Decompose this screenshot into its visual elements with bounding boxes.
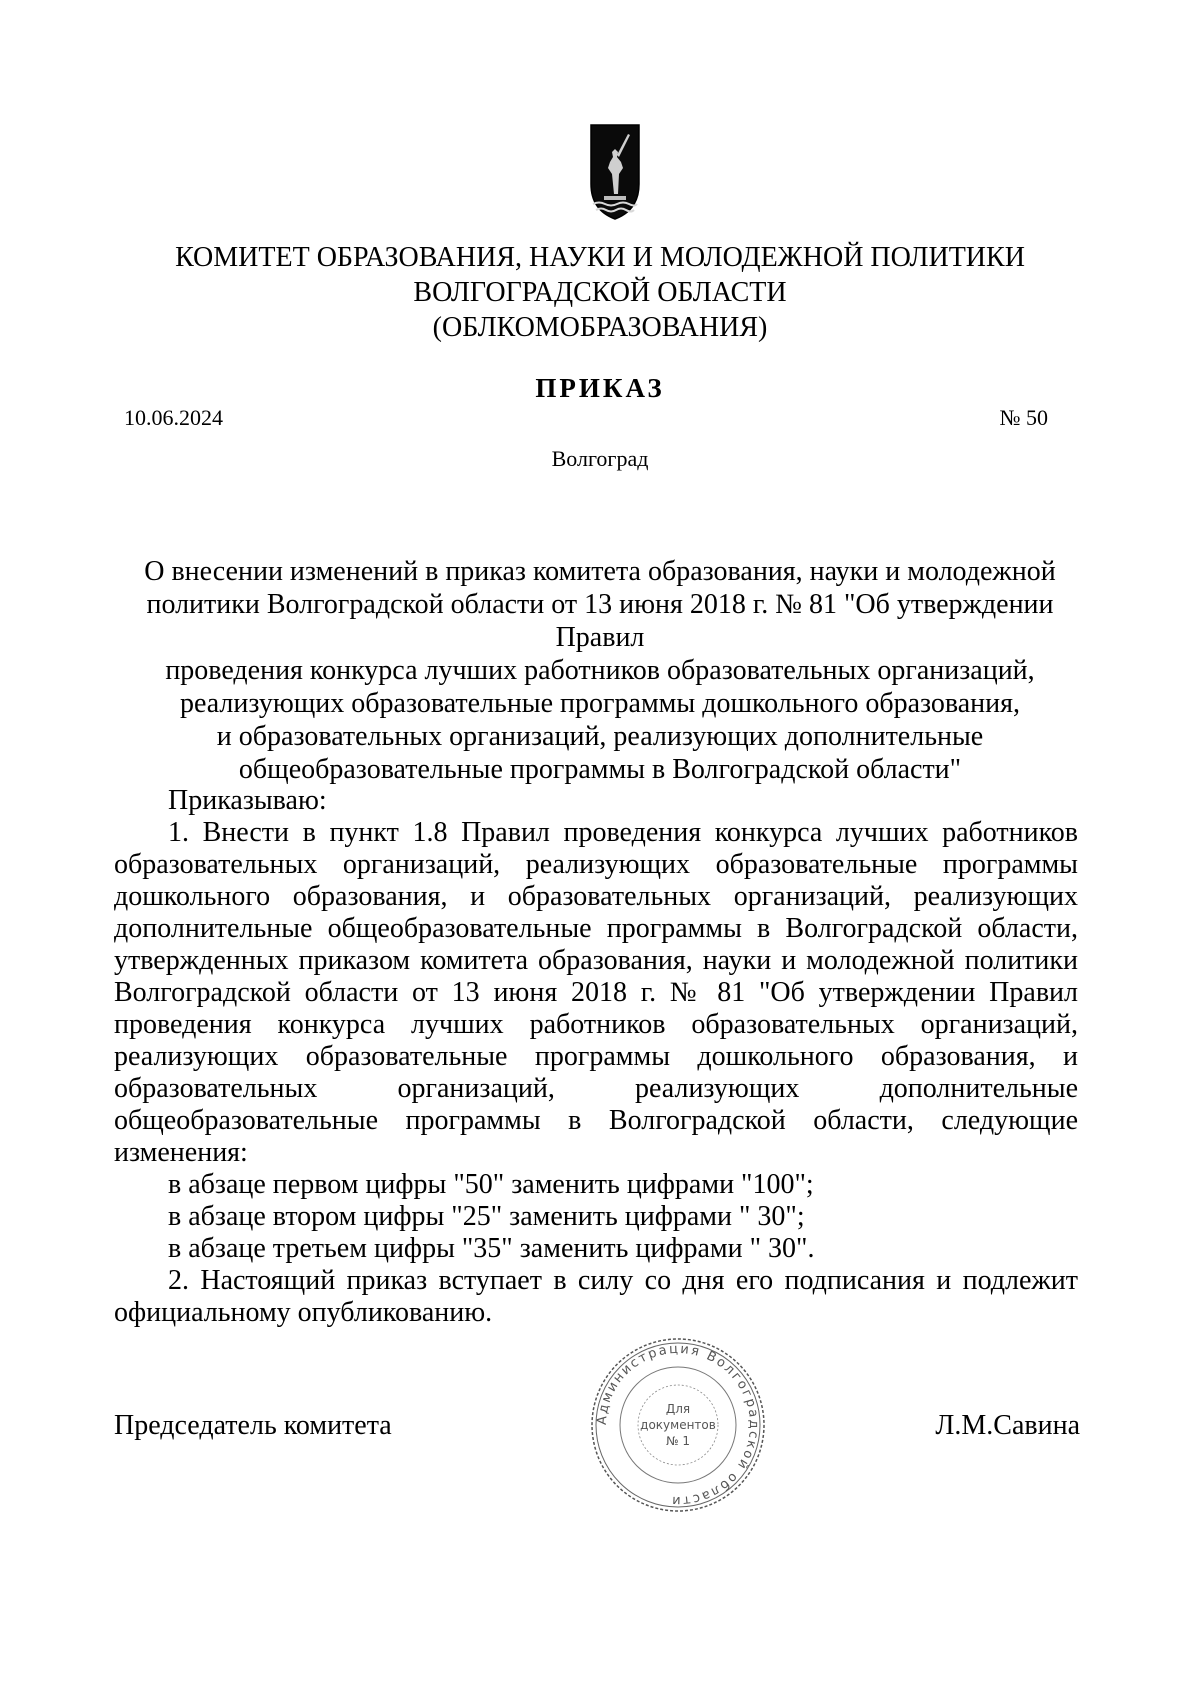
volgograd-coat-of-arms-icon bbox=[590, 124, 640, 220]
change-line-2: в абзаце втором цифры "25" заменить цифрами " 30"; bbox=[168, 1201, 805, 1232]
signer-title: Председатель комитета bbox=[114, 1410, 392, 1441]
subject-line: реализующих образовательные программы дошкольного образования, bbox=[179, 688, 1021, 719]
order-date: 10.06.2024 bbox=[124, 405, 223, 430]
change-line-3: в абзаце третьем цифры "35" заменить цифрами " 30". bbox=[168, 1233, 815, 1264]
organization-short-name: (ОБЛКОМОБРАЗОВАНИЯ) bbox=[432, 312, 768, 343]
stamp-outer-text: Администрация Волгоградской области bbox=[594, 1341, 762, 1509]
order-subject bbox=[110, 555, 1090, 786]
order-number: № 50 bbox=[999, 405, 1048, 430]
round-seal-stamp-icon bbox=[588, 1335, 768, 1515]
subject-line: политики Волгоградской области от 13 июня 2018 г. № 81 "Об утверждении Правил bbox=[146, 589, 1054, 653]
order-directive: Приказываю: bbox=[168, 785, 327, 816]
organization-name-line-1: КОМИТЕТ ОБРАЗОВАНИЯ, НАУКИ И МОЛОДЕЖНОЙ ПОЛИТИКИ bbox=[175, 242, 1025, 273]
stamp-center-line-3: № 1 bbox=[666, 1434, 690, 1448]
signer-name: Л.М.Савина bbox=[935, 1410, 1080, 1441]
order-title: ПРИКАЗ bbox=[535, 373, 665, 403]
stamp-center-line-2: документов bbox=[640, 1418, 716, 1432]
subject-line: О внесении изменений в приказ комитета образования, науки и молодежной bbox=[144, 556, 1056, 587]
stamp-center-line-1: Для bbox=[665, 1402, 691, 1416]
subject-line: проведения конкурса лучших работников образовательных организаций, bbox=[165, 655, 1035, 686]
order-item-1: 1. Внести в пункт 1.8 Правил проведения конкурса лучших работников образовательных организаций, реализующих образовательные программы дошкольного образования, и образовательных организаций, реализующих дополнительные общеобразовательные программы в Волгоградской области, утвержденных приказом комитета образования, науки и молодежной политики Волгоградской области от 13 июня 2018 г. № 81 "Об утверждении Правил проведения конкурса лучших работников образовательных организаций, реализующих образовательные программы дошкольного образования, и образовательных организаций, реализующих дополнительные общеобразовательные программы в Волгоградской области, следующие изменения: bbox=[114, 817, 1078, 1168]
subject-line: общеобразовательные программы в Волгоградской области" bbox=[238, 754, 962, 785]
order-body bbox=[114, 785, 1078, 1329]
organization-header bbox=[0, 240, 1200, 345]
subject-line: и образовательных организаций, реализующих дополнительные bbox=[216, 721, 984, 752]
change-line-1: в абзаце первом цифры "50" заменить цифрами "100"; bbox=[168, 1169, 814, 1200]
order-city: Волгоград bbox=[551, 446, 649, 471]
order-item-2: 2. Настоящий приказ вступает в силу со дня его подписания и подлежит официальному опубликованию. bbox=[114, 1265, 1078, 1328]
organization-name-line-2: ВОЛГОГРАДСКОЙ ОБЛАСТИ bbox=[413, 277, 787, 308]
